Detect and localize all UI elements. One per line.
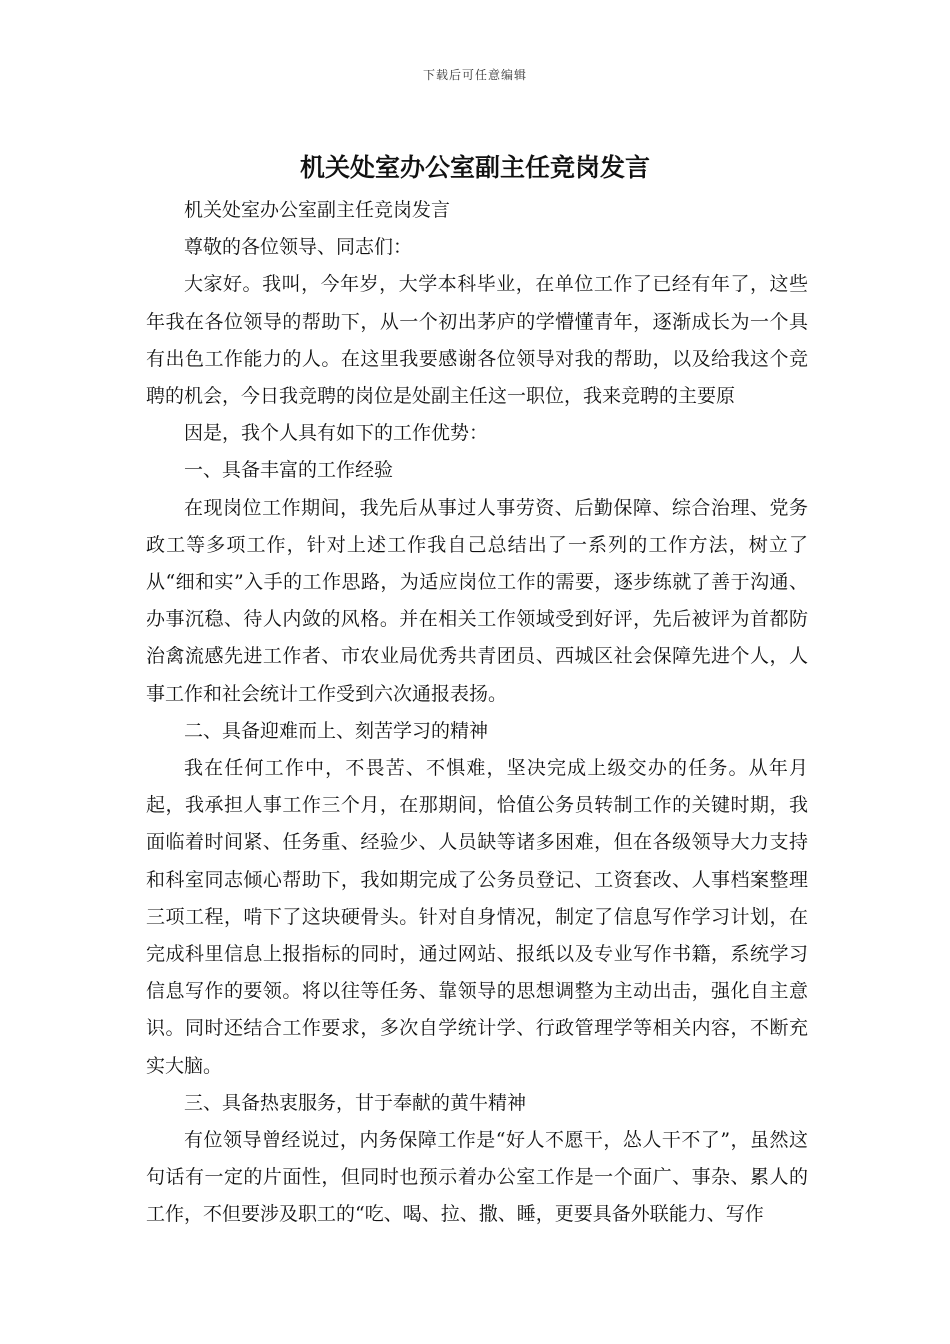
header-note: 下载后可任意编辑 xyxy=(422,68,527,82)
paragraph-section-1: 在现岗位工作期间，我先后从事过人事劳资、后勤保障、综合治理、党务政工等多项工作，针对上述工作我自己总结出了一系列的工作方法，树立了从“细和实”入手的工作思路，为适应岗位工作的需要，逐步练就了善于沟通、办事沉稳、待人内敛的风格。并在相关工作领域受到好评，先后被评为首都防治禽流感先进工作者、市农业局优秀共青团员、西城区社会保障先进个人，人事工作和社会统计工作受到六次通报表扬。 xyxy=(146,496,808,705)
paragraph-section-2: 我在任何工作中，不畏苦、不惧难，坚决完成上级交办的任务。从年月起，我承担人事工作三个月，在那期间，恰值公务员转制工作的关键时期，我面临着时间紧、任务重、经验少、人员缺等诸多困难，但在各级领导大力支持和科室同志倾心帮助下，我如期完成了公务员登记、工资套改、人事档案整理三项工程，啃下了这块硬骨头。针对自身情况，制定了信息写作学习计划，在完成科里信息上报指标的同时，通过网站、报纸以及专业写作书籍，系统学习信息写作的要领。将以往等任务、靠领导的思想调整为主动出击，强化自主意识。同时还结合工作要求，多次自学统计学、行政管理学等相关内容，不断充实大脑。 xyxy=(146,757,808,1077)
paragraph-subtitle: 机关处室办公室副主任竞岗发言 xyxy=(184,199,451,221)
paragraph-intro-continued: 因是，我个人具有如下的工作优势： xyxy=(184,422,489,445)
document-title: 机关处室办公室副主任竞岗发言 xyxy=(299,153,650,182)
section-heading-3: 三、具备热衷服务，甘于奉献的黄牛精神 xyxy=(184,1091,527,1114)
paragraph-intro: 大家好。我叫，今年岁，大学本科毕业，在单位工作了已经有年了，这些年我在各位领导的帮助下，从一个初出茅庐的学懵懂青年，逐渐成长为一个具有出色工作能力的人。在这里我要感谢各位领导对我的帮助，以及给我这个竞聘的机会，今日我竞聘的岗位是处副主任这一职位，我来竞聘的主要原 xyxy=(146,273,808,408)
paragraph-salutation: 尊敬的各位领导、同志们： xyxy=(184,236,413,259)
section-heading-2: 二、具备迎难而上、刻苦学习的精神 xyxy=(184,719,489,742)
section-heading-1: 一、具备丰富的工作经验 xyxy=(184,459,394,482)
document-body xyxy=(146,192,808,1234)
paragraph-section-3: 有位领导曾经说过，内务保障工作是“好人不愿干，怂人干不了”，虽然这句话有一定的片面性，但同时也预示着办公室工作是一个面广、事杂、累人的工作，不但要涉及职工的“吃、喝、拉、撒、睡，更要具备外联能力、写作 xyxy=(146,1129,808,1226)
